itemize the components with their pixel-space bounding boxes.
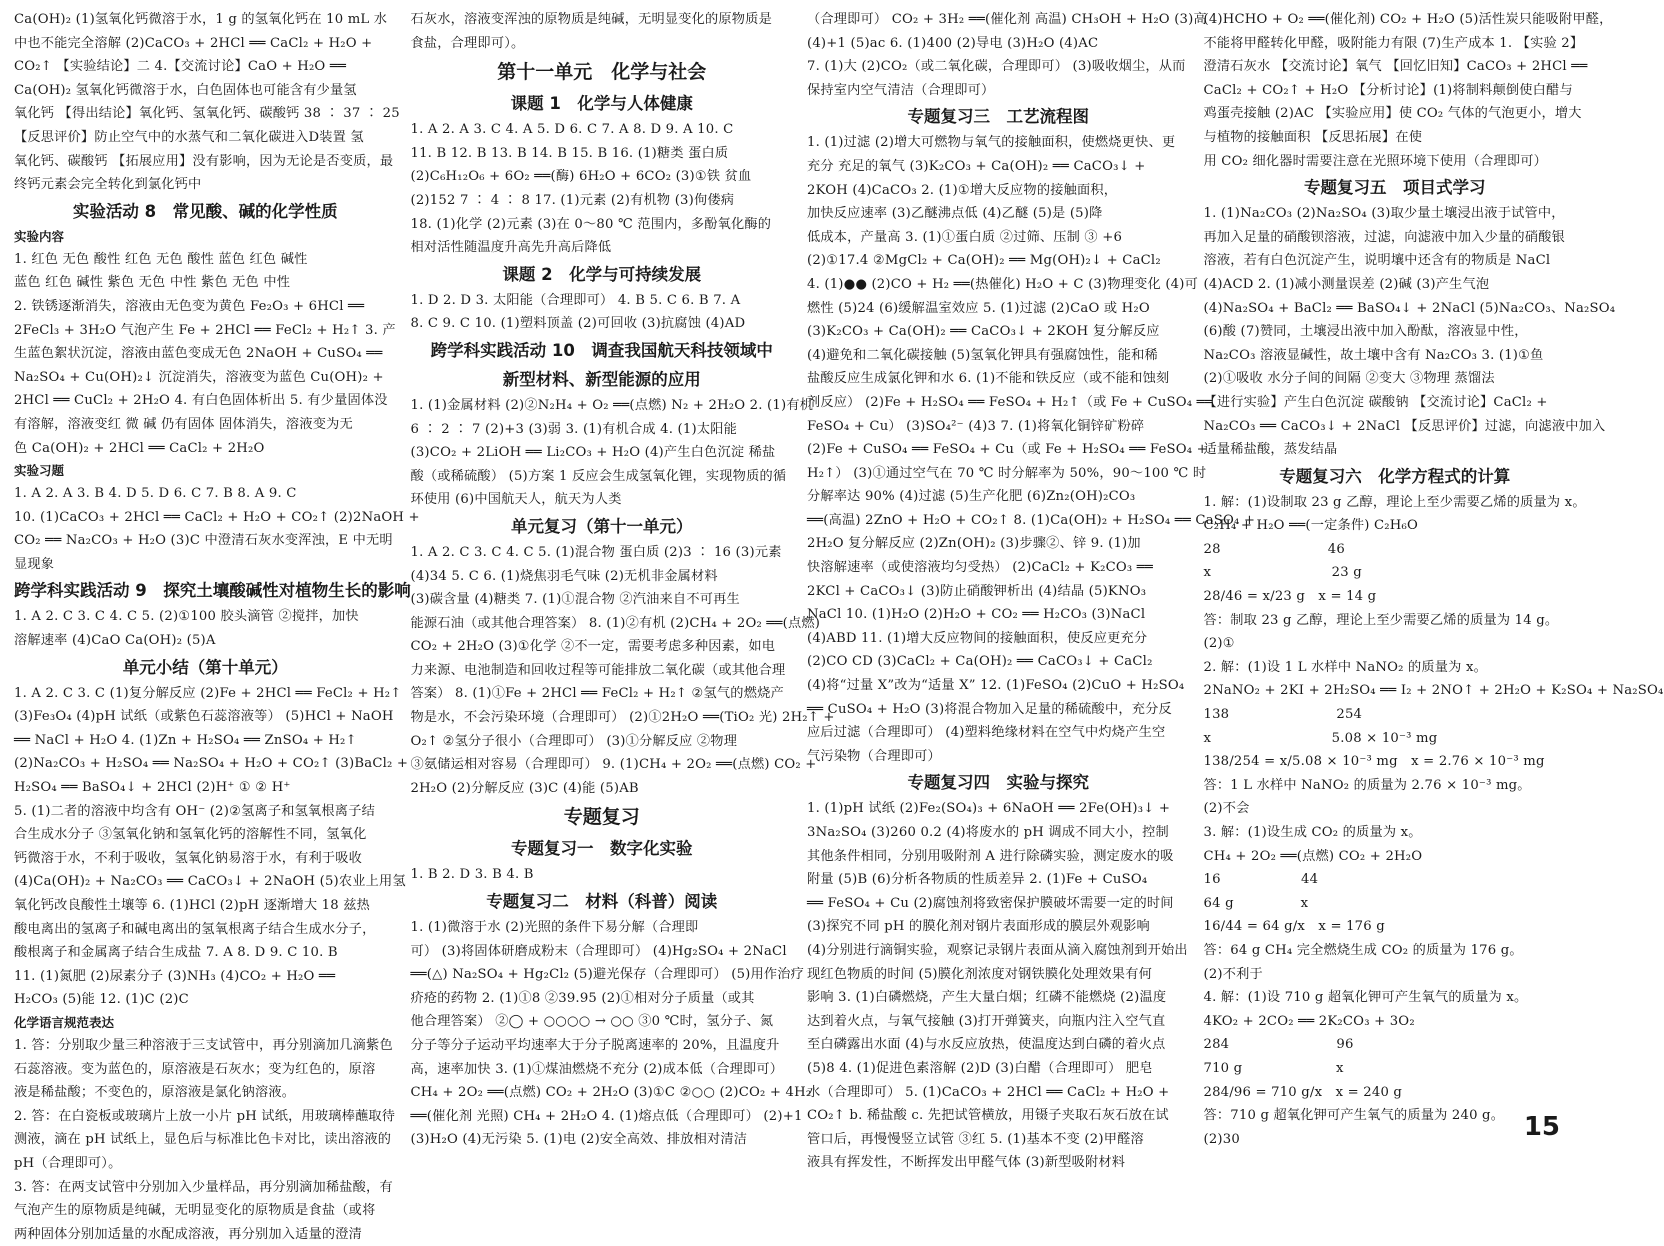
answer-line: 【反思评价】防止空气中的水蒸气和二氧化碳进入D装置 氢 bbox=[14, 129, 364, 145]
answer-line: 284/96 = 710 g/x x = 240 g bbox=[1203, 1084, 1403, 1100]
answer-line: (3)H₂O (4)无污染 5. (1)电 (2)安全高效、排放相对清洁 bbox=[410, 1132, 748, 1148]
answer-line: 鸡蛋壳接触 (2)AC 【实验应用】使 CO₂ 气体的气泡更小，增大 bbox=[1203, 106, 1582, 122]
answer-line: 1. (1)Na₂CO₃ (2)Na₂SO₄ (3)取少量土壤浸出液于试管中， bbox=[1203, 206, 1565, 222]
answer-line: (2)不会 bbox=[1203, 801, 1250, 817]
answer-line: 1. D 2. D 3. 太阳能（合理即可） 4. B 5. C 6. B 7. A bbox=[410, 292, 741, 308]
answer-line: 分解率达 90% (4)过滤 (5)生产化肥 (6)Zn₂(OH)₂CO₃ bbox=[807, 489, 1136, 505]
answer-line: (4)将“过量 X”改为“适量 X” 12. (1)FeSO₄ (2)CuO + H₂SO₄ bbox=[807, 678, 1185, 694]
answer-line: 氧化钙改良酸性土壤等 6. (1)HCl (2)pH 逐渐增大 18 兹热 bbox=[14, 898, 371, 913]
answer-line: (4)Ca(OH)₂ + Na₂CO₃ ══ CaCO₃↓ + 2NaOH (5)农业上用氢 bbox=[14, 874, 406, 890]
answer-line: 应后过滤（合理即可） (4)塑料绝缘材料在空气中灼烧产生空 bbox=[807, 725, 1166, 741]
answer-line: 1. A 2. C 3. C 4. C 5. (1)混合物 蛋白质 (2)3 ∶ 16 (3)元素 bbox=[410, 544, 782, 560]
answer-line: 相对活性随温度升高先升高后降低 bbox=[410, 240, 612, 256]
section-heading: 课题 2 化学与可持续发展 bbox=[502, 264, 702, 284]
answer-columns bbox=[14, 8, 1664, 1242]
answer-line: 快溶解速率（或使溶液均匀受热） (2)CaCl₂ + K₂CO₃ ══ bbox=[807, 560, 1154, 576]
answer-line: 4. (1)●● (2)CO + H₂ ══(热催化) H₂O + C (3)物理变化 (4)可 bbox=[807, 276, 1198, 292]
answer-line: 2KOH (4)CaCO₃ 2. (1)①增大反应物的接触面积， bbox=[807, 182, 1118, 198]
answer-line: 氧化钙、碳酸钙 【拓展应用】没有影响，因为无论是否变质，最 bbox=[14, 153, 394, 169]
answer-line: 1. 红色 无色 酸性 红色 无色 酸性 蓝色 红色 碱性 bbox=[14, 251, 308, 267]
answer-line: 1. (1)微溶于水 (2)光照的条件下易分解（合理即 bbox=[410, 920, 699, 936]
answer-line: H₂CO₃ (5)能 12. (1)C (2)C bbox=[14, 992, 189, 1008]
answer-line: 测液，滴在 pH 试纸上，显色后与标准比色卡对比，读出溶液的 bbox=[14, 1132, 392, 1148]
answer-line: 3. 答：在两支试管中分别加入少量样品，再分别滴加稀盐酸，有 bbox=[14, 1179, 393, 1195]
answer-line: 气污染物（合理即可） bbox=[807, 748, 941, 764]
answer-line: 16/44 = 64 g/x x = 176 g bbox=[1203, 919, 1385, 935]
answer-line: (4)分别进行滴铜实验，观察记录钢片表面从滴入腐蚀剂到开始出 bbox=[807, 942, 1188, 958]
answer-line: (4)避免和二氧化碳接触 (5)氢氧化钾具有强腐蚀性，能和稀 bbox=[807, 347, 1158, 363]
answer-line: 保持室内空气清洁（合理即可） bbox=[807, 82, 995, 98]
answer-line: 酸根离子和金属离子结合生成盐 7. A 8. D 9. C 10. B bbox=[14, 945, 338, 961]
section-heading: 单元复习（第十一单元） bbox=[511, 516, 693, 536]
answer-line: 1. A 2. A 3. C 4. A 5. D 6. C 7. A 8. D 9. A 10. C bbox=[410, 122, 734, 138]
answer-line: x 23 g bbox=[1203, 565, 1362, 581]
answer-line: 2H₂O (2)分解反应 (3)C (4)能 (5)AB bbox=[410, 780, 639, 796]
answer-line: 2. 解：(1)设 1 L 水样中 NaNO₂ 的质量为 x。 bbox=[1203, 659, 1487, 675]
answer-line: 【进行实验】产生白色沉淀 碳酸钠 【交流讨论】CaCl₂ + bbox=[1203, 394, 1548, 410]
answer-line: Na₂SO₄ + Cu(OH)₂↓ 沉淀消失，溶液变为蓝色 Cu(OH)₂ + bbox=[14, 369, 384, 385]
answer-line: (2)① bbox=[1203, 636, 1235, 652]
answer-line: (4)34 5. C 6. (1)烧焦羽毛气味 (2)无机非金属材料 bbox=[410, 568, 718, 584]
answer-line: O₂↑ ②氢分子很小（合理即可） (3)①分解反应 ②物理 bbox=[410, 733, 738, 749]
answer-line: 1. (1)过滤 (2)增大可燃物与氧气的接触面积，使燃烧更快、更 bbox=[807, 135, 1176, 151]
answer-line: 酸（或稀硫酸） (5)方案 1 反应会生成氢氧化锂，实现物质的循 bbox=[410, 468, 787, 484]
answer-column-4 bbox=[1203, 8, 1664, 1147]
answer-line: 3. 解：(1)设生成 CO₂ 的质量为 x。 bbox=[1203, 825, 1422, 840]
answer-line: ══(△) Na₂SO₄ + Hg₂Cl₂ (5)避光保存（合理即可） (5)用作治疗 bbox=[410, 967, 805, 983]
answer-line: 他合理答案） ②◯ + ○○○○ → ○○ ③0 ℃时，氢分子、氮 bbox=[410, 1014, 774, 1030]
answer-line: 10. (1)CaCO₃ + 2HCl ══ CaCl₂ + H₂O + CO₂↑ (2)2NaOH + bbox=[14, 509, 420, 525]
answer-line: 1. A 2. C 3. C 4. C 5. (2)①100 胶头滴管 ②搅拌，加快 bbox=[14, 609, 359, 625]
answer-line: 显现象 bbox=[14, 556, 55, 572]
answer-line: 低成本，产量高 3. (1)①蛋白质 ②过筛、压制 ③ +6 bbox=[807, 229, 1123, 245]
answer-line: 11. (1)氮肥 (2)尿素分子 (3)NH₃ (4)CO₂ + H₂O ══ bbox=[14, 968, 336, 984]
answer-line: 终钙元素会完全转化到氯化钙中 bbox=[14, 177, 202, 193]
answer-line: 钙微溶于水，不利于吸收，氢氧化钠易溶于水，有利于吸收 bbox=[14, 850, 363, 866]
answer-line: Ca(OH)₂ (1)氢氧化钙微溶于水，1 g 的氢氧化钙在 10 mL 水 bbox=[14, 12, 388, 27]
subsection-heading: 实验习题 bbox=[14, 463, 65, 479]
answer-line: 气泡产生的原物质是纯碱，无明显变化的原物质是食盐（或将 bbox=[14, 1203, 376, 1219]
answer-line: ③氨储运相对容易（合理即可） 9. (1)CH₄ + 2O₂ ══(点燃) CO₂ + bbox=[410, 757, 817, 773]
answer-line: (2)152 7 ∶ 4 ∶ 8 17. (1)元素 (2)有机物 (3)佝偻病 bbox=[410, 192, 735, 208]
answer-line: 色 Ca(OH)₂ + 2HCl ══ CaCl₂ + 2H₂O bbox=[14, 440, 265, 456]
answer-line: 液是稀盐酸；不变色的，原溶液是氯化钠溶液。 bbox=[14, 1085, 296, 1101]
answer-line: Ca(OH)₂ 氢氧化钙微溶于水，白色固体也可能含有少量氢 bbox=[14, 82, 357, 98]
answer-line: 食盐，合理即可）。 bbox=[410, 35, 525, 51]
answer-line: (2)①17.4 ②MgCl₂ + Ca(OH)₂ ══ Mg(OH)₂↓ + CaCl₂ bbox=[807, 253, 1161, 269]
answer-line: (3)Fe₃O₄ (4)pH 试纸（或紫色石蕊溶液等） (5)HCl + NaOH bbox=[14, 709, 394, 725]
section-heading: 专题复习四 实验与探究 bbox=[907, 773, 1089, 793]
answer-line: 2FeCl₃ + 3H₂O 气泡产生 Fe + 2HCl ══ FeCl₂ + H₂↑ 3. 产 bbox=[14, 322, 396, 338]
answer-line: 1. (1)金属材料 (2)②N₂H₄ + O₂ ══(点燃) N₂ + 2H₂O 2. (1)有机 bbox=[410, 397, 814, 413]
answer-line: ══ NaCl + H₂O 4. (1)Zn + H₂SO₄ ══ ZnSO₄ + H₂↑ bbox=[14, 732, 357, 748]
answer-line: 1. B 2. D 3. B 4. B bbox=[410, 867, 534, 883]
answer-line: NaCl 10. (1)H₂O (2)H₂O + CO₂ ══ H₂CO₃ (3)NaCl bbox=[807, 607, 1146, 623]
answer-line: 加快反应速率 (3)乙醚沸点低 (4)乙醚 (5)是 (5)降 bbox=[807, 206, 1103, 222]
subsection-heading: 实验内容 bbox=[14, 228, 65, 244]
section-heading: 专题复习 bbox=[563, 806, 640, 829]
answer-line: 液具有挥发性，不断挥发出甲醛气体 (3)新型吸附材料 bbox=[807, 1155, 1126, 1171]
answer-line: 5. (1)二者的溶液中均含有 OH⁻ (2)②氢离子和氢氧根离子结 bbox=[14, 803, 375, 819]
answer-line: (2)CO CD (3)CaCl₂ + Ca(OH)₂ ══ CaCO₃↓ + CaCl₂ bbox=[807, 654, 1153, 670]
section-heading: 课题 1 化学与人体健康 bbox=[510, 94, 693, 114]
answer-line: 达到着火点，与氧气接触 (3)打开弹簧夹，向瓶内注入空气直 bbox=[807, 1013, 1166, 1029]
answer-line: C₂H₄ + H₂O ══(一定条件) C₂H₆O bbox=[1203, 518, 1418, 534]
answer-line: 64 g x bbox=[1203, 895, 1309, 911]
answer-line: 2. 答：在白瓷板或玻璃片上放一小片 pH 试纸，用玻璃棒蘸取待 bbox=[14, 1108, 396, 1124]
section-heading: 第十一单元 化学与社会 bbox=[497, 61, 707, 84]
answer-line: ══(催化剂 光照) CH₄ + 2H₂O 4. (1)熔点低（合理即可） (2)+1 bbox=[410, 1108, 803, 1124]
answer-line: CaCl₂ + CO₂↑ + H₂O 【分析讨论】(1)将制料颠倒使白醋与 bbox=[1203, 82, 1573, 98]
answer-line: 2. 铁锈逐渐消失，溶液由无色变为黄色 Fe₂O₃ + 6HCl ══ bbox=[14, 298, 365, 314]
answer-line: 分子等分子运动平均速率大于分子脱离速率的 20%，且温度升 bbox=[410, 1038, 780, 1053]
answer-line: (2)30 bbox=[1203, 1131, 1240, 1147]
answer-line: 合生成水分子 ③氢氧化钠和氢氧化钙的溶解性不同，氢氧化 bbox=[14, 827, 367, 843]
answer-line: 答：64 g CH₄ 完全燃烧生成 CO₂ 的质量为 176 g。 bbox=[1203, 942, 1523, 958]
answer-line: CH₄ + 2O₂ ══(点燃) CO₂ + 2H₂O bbox=[1203, 848, 1423, 864]
answer-line: ══ CuSO₄ + H₂O (3)将混合物加入足量的稀硫酸中，充分反 bbox=[807, 701, 1172, 717]
answer-line: 物是水，不会污染环境（合理即可） (2)①2H₂O ══(TiO₂ 光) 2H₂↑ + bbox=[410, 710, 835, 726]
answer-line: CO₂↑ 【实验结论】二 4.【交流讨论】CaO + H₂O ══ bbox=[14, 59, 347, 75]
answer-line: H₂SO₄ ══ BaSO₄↓ + 2HCl (2)H⁺ ① ② H⁺ bbox=[14, 780, 291, 796]
answer-line: 石蕊溶液。变为蓝色的，原溶液是石灰水；变为红色的，原溶 bbox=[14, 1061, 376, 1077]
answer-line: 剂反应） (2)Fe + H₂SO₄ ══ FeSO₄ + H₂↑（或 Fe + CuSO₄ ══ bbox=[807, 394, 1213, 410]
answer-line: （合理即可） CO₂ + 3H₂ ══(催化剂 高温) CH₃OH + H₂O (3)高 bbox=[807, 12, 1207, 27]
answer-line: CO₂ ══ Na₂CO₃ + H₂O (3)C 中澄清石灰水变浑浊，E 中无明 bbox=[14, 533, 393, 549]
answer-line: 现红色物质的时间 (5)膜化剂浓度对钢铁膜化处理效果有何 bbox=[807, 966, 1152, 982]
answer-line: (4)ABD 11. (1)增大反应物间的接触面积，使反应更充分 bbox=[807, 630, 1148, 646]
answer-line: 水（合理即可） 5. (1)CaCO₃ + 2HCl ══ CaCl₂ + H₂O + bbox=[807, 1084, 1170, 1100]
answer-line: 答案） 8. (1)①Fe + 2HCl ══ FeCl₂ + H₂↑ ②氢气的燃烧产 bbox=[410, 686, 784, 702]
answer-line: 中也不能完全溶解 (2)CaCO₃ + 2HCl ══ CaCl₂ + H₂O + bbox=[14, 35, 373, 51]
answer-line: 28/46 = x/23 g x = 14 g bbox=[1203, 589, 1377, 605]
answer-line: 燃性 (5)24 (6)缓解温室效应 5. (1)过滤 (2)CaO 或 H₂O bbox=[807, 300, 1150, 316]
answer-line: FeSO₄ + Cu） (3)SO₄²⁻ (4)3 7. (1)将氧化铜锌矿粉碎 bbox=[807, 418, 1145, 434]
answer-line: 盐酸反应生成氯化钾和水 6. (1)不能和铁反应（或不能和蚀刻 bbox=[807, 371, 1170, 387]
section-heading: 实验活动 8 常见酸、碱的化学性质 bbox=[72, 201, 338, 221]
answer-line: (6)酸 (7)赞同，土壤浸出液中加入酚酞，溶液显中性， bbox=[1203, 324, 1528, 340]
answer-line: 2HCl ══ CuCl₂ + 2H₂O 4. 有白色固体析出 5. 有少量固体没 bbox=[14, 393, 388, 409]
answer-line: (4)HCHO + O₂ ══(催化剂) CO₂ + H₂O (5)活性炭只能吸附甲醛， bbox=[1203, 12, 1613, 27]
answer-line: 1. 答：分别取少量三种溶液于三支试管中，再分别滴加几滴紫色 bbox=[14, 1037, 393, 1053]
answer-line: 18. (1)化学 (2)元素 (3)在 0～80 ℃ 范围内，多酚氧化酶的 bbox=[410, 216, 772, 232]
section-heading: 跨学科实践活动 9 探究土壤酸碱性对植物生长的影响 bbox=[14, 581, 411, 601]
answer-line: 1. 解：(1)设制取 23 g 乙醇，理论上至少需要乙烯的质量为 x。 bbox=[1203, 494, 1586, 510]
answer-line: 附量 (5)B (6)分析各物质的性质差异 2. (1)Fe + CuSO₄ bbox=[807, 872, 1148, 888]
answer-line: ══(高温) 2ZnO + H₂O + CO₂↑ 8. (1)Ca(OH)₂ + H₂SO₄ ══ CaSO₄ + bbox=[807, 512, 1256, 528]
answer-line: 环使用 (6)中国航天人，航天为人类 bbox=[410, 492, 622, 508]
answer-line: 710 g x bbox=[1203, 1060, 1344, 1076]
answer-line: 7. (1)大 (2)CO₂（或二氧化碳，合理即可） (3)吸收烟尘，从而 bbox=[807, 59, 1186, 75]
subsection-heading: 化学语言规范表达 bbox=[14, 1014, 115, 1030]
answer-line: 1. A 2. A 3. B 4. D 5. D 6. C 7. B 8. A 9. C bbox=[14, 486, 297, 502]
answer-line: 高，速率加快 3. (1)①煤油燃烧不充分 (2)成本低（合理即可） bbox=[410, 1061, 784, 1077]
answer-line: 其他条件相同，分别用吸附剂 A 进行除磷实验，测定废水的吸 bbox=[807, 848, 1174, 864]
answer-line: 至白磷露出水面 (4)与水反应放热，使温度达到白磷的着火点 bbox=[807, 1037, 1166, 1053]
answer-line: H₂↑） (3)①通过空气在 70 ℃ 时分解率为 50%，90～100 ℃ 时 bbox=[807, 465, 1207, 481]
answer-line: (3)K₂CO₃ + Ca(OH)₂ ══ CaCO₃↓ + 2KOH 复分解反应 bbox=[807, 324, 1160, 340]
answer-line: (3)碳含量 (4)糖类 7. (1)①混合物 ②汽油来自不可再生 bbox=[410, 592, 740, 608]
answer-line: (2)Fe + CuSO₄ ══ FeSO₄ + Cu（或 Fe + H₂SO₄ ══ FeSO₄ + bbox=[807, 442, 1208, 458]
answer-line: 影响 3. (1)白磷燃烧，产生大量白烟；红磷不能燃烧 (2)温度 bbox=[807, 990, 1167, 1006]
section-heading: 专题复习五 项目式学习 bbox=[1304, 178, 1486, 198]
section-heading: 新型材料、新型能源的应用 bbox=[502, 369, 701, 389]
section-heading: 专题复习六 化学方程式的计算 bbox=[1279, 466, 1511, 486]
answer-line: 再加入足量的硝酸钡溶液，过滤，向滤液中加入少量的硝酸银 bbox=[1203, 229, 1565, 245]
answer-line: (4)ACD 2. (1)减小测量误差 (2)碱 (3)产生气泡 bbox=[1203, 276, 1490, 292]
answer-line: (5)8 4. (1)促进色素溶解 (2)D (3)白醋（合理即可） 肥皂 bbox=[807, 1060, 1153, 1076]
answer-column-2 bbox=[410, 8, 835, 1148]
answer-line: 两种固体分别加适量的水配成溶液，再分别加入适量的澄清 bbox=[14, 1226, 363, 1242]
answer-line: 1. A 2. C 3. C (1)复分解反应 (2)Fe + 2HCl ══ FeCl₂ + H₂↑ bbox=[14, 685, 402, 701]
answer-line: 1. (1)pH 试纸 (2)Fe₂(SO₄)₃ + 6NaOH ══ 2Fe(OH)₃↓ + bbox=[807, 801, 1171, 817]
answer-line: 澄清石灰水 【交流讨论】氧气 【回忆旧知】CaCO₃ + 2HCl ══ bbox=[1203, 59, 1588, 75]
answer-line: 138 254 bbox=[1203, 707, 1363, 723]
answer-line: 2H₂O 复分解反应 (2)Zn(OH)₂ (3)步骤②、锌 9. (1)加 bbox=[807, 536, 1141, 552]
answer-line: 3Na₂SO₄ (3)260 0.2 (4)将废水的 pH 调成不同大小，控制 bbox=[807, 825, 1169, 840]
answer-line: 11. B 12. B 13. B 14. B 15. B 16. (1)糖类 蛋白质 bbox=[410, 145, 729, 161]
answer-line: x 5.08 × 10⁻³ mg bbox=[1203, 730, 1438, 746]
answer-line: CH₄ + 2O₂ ══(点燃) CO₂ + 2H₂O (3)①C ②○○ (2)CO₂ + 4H₂ bbox=[410, 1085, 812, 1101]
answer-line: 6 ∶ 2 ∶ 7 (2)+3 (3)弱 3. (1)有机合成 4. (1)太阳能 bbox=[410, 421, 737, 437]
answer-line: (2)不利于 bbox=[1203, 966, 1263, 982]
answer-line: Na₂CO₃ ══ CaCO₃↓ + 2NaCl 【反思评价】过滤，向滤液中加入 bbox=[1203, 418, 1606, 434]
answer-line: 生蓝色絮状沉淀，溶液由蓝色变成无色 2NaOH + CuSO₄ ══ bbox=[14, 346, 383, 362]
answer-line: CO₂ + 2H₂O (3)①化学 ②不一定，需要考虑多种因素，如电 bbox=[410, 639, 776, 655]
answer-line: 16 44 bbox=[1203, 872, 1319, 888]
answer-line: Na₂CO₃ 溶液显碱性，故土壤中含有 Na₂CO₃ 3. (1)①鱼 bbox=[1203, 347, 1544, 363]
answer-line: 可） (3)将固体研磨成粉末（合理即可） (4)Hg₂SO₄ + 2NaCl bbox=[410, 943, 787, 959]
answer-line: (3)探究不同 pH 的膜化剂对钢片表面形成的膜层外观影响 bbox=[807, 919, 1150, 935]
answer-line: (2)C₆H₁₂O₆ + 6O₂ ══(酶) 6H₂O + 6CO₂ (3)①铁 贫血 bbox=[410, 169, 752, 185]
answer-line: 用 CO₂ 细化器时需要注意在光照环境下使用（合理即可） bbox=[1203, 153, 1547, 169]
answer-line: 溶解速率 (4)CaO Ca(OH)₂ (5)A bbox=[14, 633, 216, 649]
answer-line: 管口后，再慢慢竖立试管 ③红 5. (1)基本不变 (2)甲醛溶 bbox=[807, 1131, 1144, 1147]
answer-line: (2)Na₂CO₃ + H₂SO₄ ══ Na₂SO₄ + H₂O + CO₂↑ (3)BaCl₂ + bbox=[14, 756, 409, 772]
answer-line: 蓝色 红色 碱性 紫色 无色 中性 紫色 无色 中性 bbox=[14, 275, 291, 291]
section-heading: 单元小结（第十单元） bbox=[122, 657, 288, 677]
answer-line: 答：制取 23 g 乙醇，理论上至少需要乙烯的质量为 14 g。 bbox=[1203, 612, 1559, 628]
answer-line: 28 46 bbox=[1203, 541, 1345, 557]
answer-line: 溶液，若有白色沉淀产生，说明壤中还含有的物质是 NaCl bbox=[1203, 253, 1551, 269]
section-heading: 专题复习一 数字化实验 bbox=[511, 839, 693, 859]
answer-line: 138/254 = x/5.08 × 10⁻³ mg x = 2.76 × 10⁻³ mg bbox=[1203, 754, 1545, 770]
section-heading: 跨学科实践活动 10 调查我国航天科技领域中 bbox=[430, 340, 773, 360]
answer-line: (3)CO₂ + 2LiOH ══ Li₂CO₃ + H₂O (4)产生白色沉淀 稀盐 bbox=[410, 445, 776, 461]
answer-line: 能源石油（或其他合理答案） 8. (1)②有机 (2)CH₄ + 2O₂ ══(点燃) bbox=[410, 615, 821, 631]
answer-line: 2KCl + CaCO₃↓ (3)防止硝酸钾析出 (4)结晶 (5)KNO₃ bbox=[807, 583, 1147, 599]
answer-line: 酸电离出的氢离子和碱电离出的氢氧根离子结合生成水分子， bbox=[14, 921, 376, 937]
answer-line: 适量稀盐酸，蒸发结晶 bbox=[1203, 442, 1338, 458]
answer-line: (4)Na₂SO₄ + BaCl₂ ══ BaSO₄↓ + 2NaCl (5)Na₂CO₃、Na₂SO₄ bbox=[1203, 300, 1616, 316]
answer-line: 8. C 9. C 10. (1)塑料顶盖 (2)可回收 (3)抗腐蚀 (4)AD bbox=[410, 316, 746, 332]
answer-line: 力来源、电池制造和回收过程等可能排放二氧化碳（或其他合理 bbox=[410, 662, 786, 678]
answer-line: 疥疮的药物 2. (1)①8 ②39.95 (2)①相对分子质量（或其 bbox=[410, 990, 755, 1006]
answer-line: 充分 充足的氧气 (3)K₂CO₃ + Ca(OH)₂ ══ CaCO₃↓ + bbox=[807, 158, 1146, 174]
answer-line: 答：710 g 超氧化钾可产生氧气的质量为 240 g。 bbox=[1203, 1108, 1505, 1124]
answer-line: ══ FeSO₄ + Cu (2)腐蚀剂将致密保护膜破坏需要一定的时间 bbox=[807, 895, 1174, 911]
section-heading: 专题复习二 材料（科普）阅读 bbox=[486, 892, 718, 912]
section-heading: 专题复习三 工艺流程图 bbox=[907, 107, 1089, 127]
answer-line: (2)①吸收 水分子间的间隔 ②变大 ③物理 蒸馏法 bbox=[1203, 371, 1495, 387]
answer-line: 石灰水，溶液变浑浊的原物质是纯碱，无明显变化的原物质是 bbox=[410, 12, 772, 27]
answer-line: pH（合理即可）。 bbox=[14, 1155, 122, 1171]
answer-line: 4. 解：(1)设 710 g 超氧化钾可产生氧气的质量为 x。 bbox=[1203, 990, 1528, 1006]
answer-line: 不能将甲醛转化甲醛，吸附能力有限 (7)生产成本 1. 【实验 2】 bbox=[1203, 35, 1584, 51]
answer-line: 氧化钙 【得出结论】氧化钙、氢氧化钙、碳酸钙 38 ∶ 37 ∶ 25 bbox=[14, 106, 400, 122]
answer-line: 2NaNO₂ + 2KI + 2H₂SO₄ ══ I₂ + 2NO↑ + 2H₂O + K₂SO₄ + Na₂SO₄ bbox=[1203, 683, 1664, 699]
answer-line: 与植物的接触面积 【反思拓展】在使 bbox=[1203, 129, 1423, 145]
answer-line: 有溶解，溶液变红 微 碱 仍有固体 固体消失，溶液变为无 bbox=[14, 416, 353, 432]
answer-line: CO₂↑ b. 稀盐酸 c. 先把试管横放，用镊子夹取石灰石放在试 bbox=[807, 1108, 1169, 1124]
answer-line: 284 96 bbox=[1203, 1037, 1354, 1053]
page-number: 15 bbox=[1523, 1112, 1560, 1142]
answer-line: 答：1 L 水样中 NaNO₂ 的质量为 2.76 × 10⁻³ mg。 bbox=[1203, 777, 1531, 793]
answer-line: (4)+1 (5)ac 6. (1)400 (2)导电 (3)H₂O (4)AC bbox=[807, 35, 1099, 51]
answer-line: 4KO₂ + 2CO₂ ══ 2K₂CO₃ + 3O₂ bbox=[1203, 1013, 1415, 1029]
answer-column-1 bbox=[14, 8, 420, 1242]
